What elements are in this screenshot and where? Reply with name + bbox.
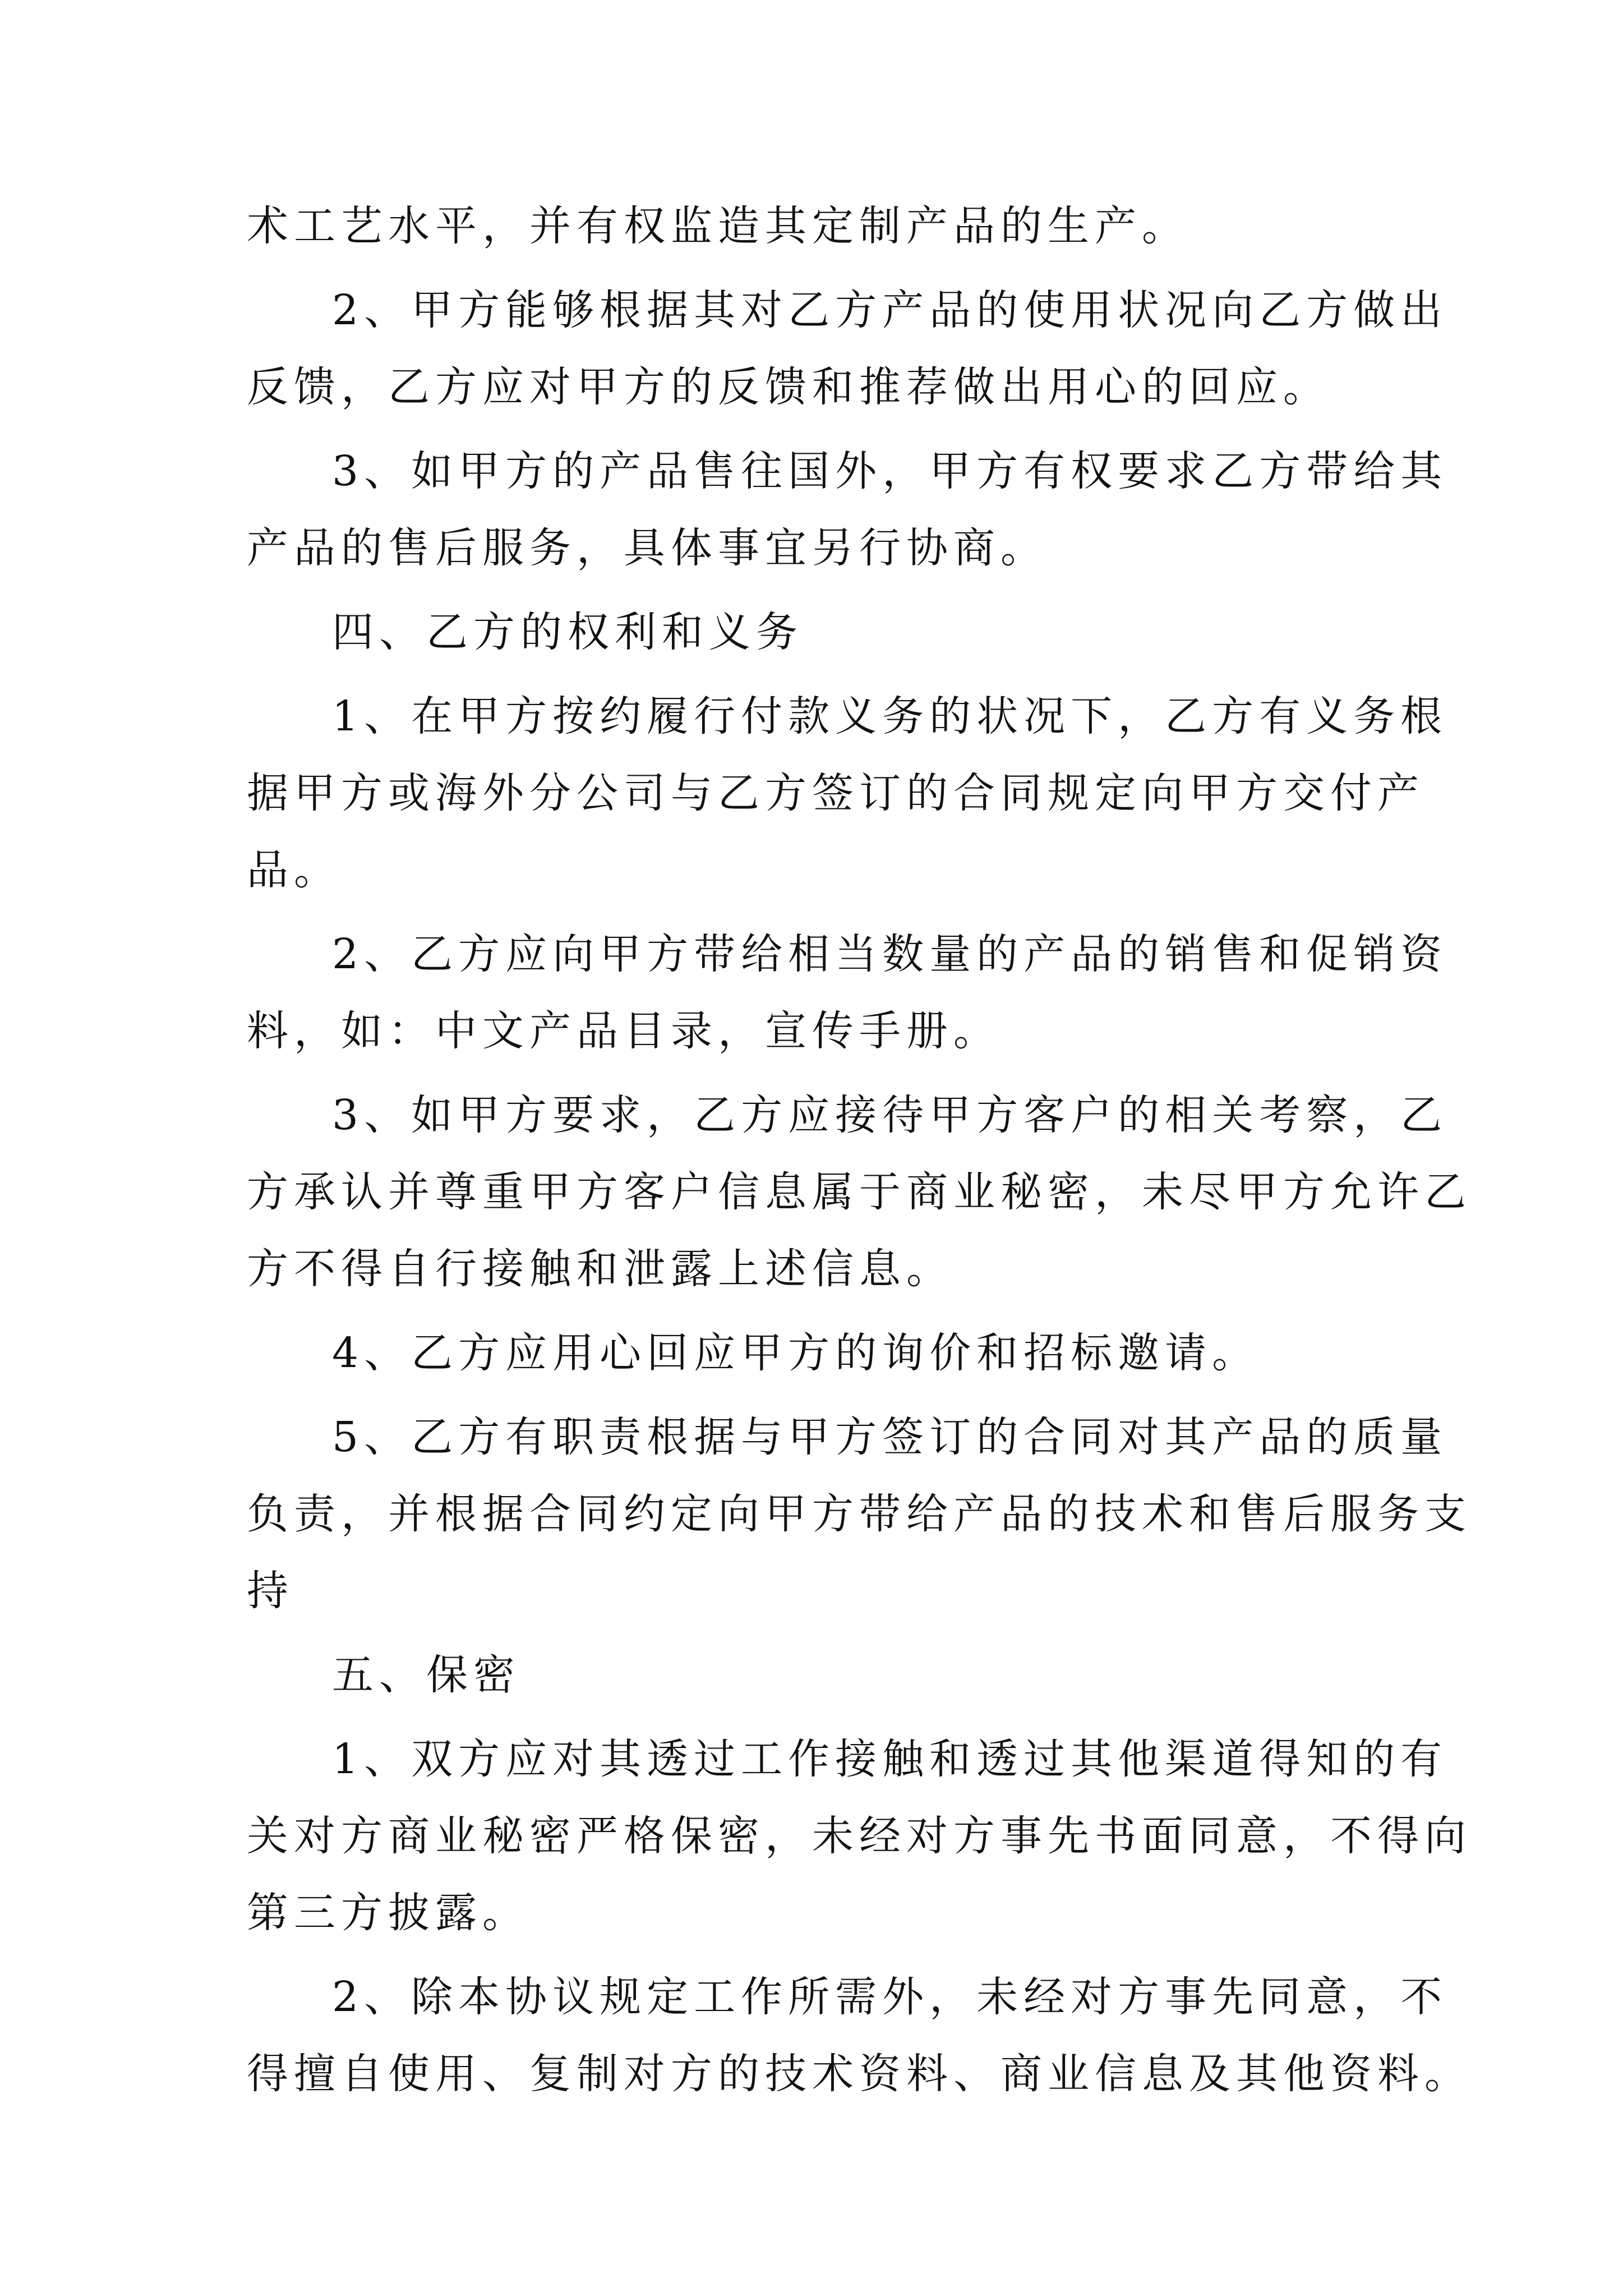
text-line: 持 [247,1567,294,1615]
text-line: 5、乙方有职责根据与甲方签订的合同对其产品的质量 [332,1413,1448,1461]
text-line: 品。 [247,846,341,894]
section-heading: 五、保密 [332,1651,520,1699]
text-line: 3、如甲方要求，乙方应接待甲方客户的相关考察，乙 [332,1091,1448,1139]
text-line: 方不得自行接触和泄露上述信息。 [247,1245,953,1293]
text-line: 1、在甲方按约履行付款义务的状况下，乙方有义务根 [332,692,1448,740]
text-line: 关对方商业秘密严格保密，未经对方事先书面同意，不得向 [247,1812,1472,1860]
document-body [247,188,1472,2113]
text-line: 负责，并根据合同约定向甲方带给产品的技术和售后服务支 [247,1490,1472,1538]
text-line: 4、乙方应用心回应甲方的询价和招标邀请。 [332,1329,1260,1377]
text-line: 2、乙方应向甲方带给相当数量的产品的销售和促销资 [332,930,1448,978]
text-line: 产品的售后服务，具体事宜另行协商。 [247,524,1048,572]
text-line: 据甲方或海外分公司与乙方签订的合同规定向甲方交付产 [247,769,1424,817]
text-line: 2、除本协议规定工作所需外，未经对方事先同意，不 [332,1973,1448,2021]
text-line: 得擅自使用、复制对方的技术资料、商业信息及其他资料。 [247,2050,1472,2098]
text-line: 方承认并尊重甲方客户信息属于商业秘密，未尽甲方允许乙 [247,1168,1472,1216]
text-line: 1、双方应对其透过工作接触和透过其他渠道得知的有 [332,1735,1448,1783]
text-line: 2、甲方能够根据其对乙方产品的使用状况向乙方做出 [332,286,1448,334]
text-line: 第三方披露。 [247,1889,529,1937]
text-line: 反馈，乙方应对甲方的反馈和推荐做出用心的回应。 [247,363,1330,411]
text-line: 3、如甲方的产品售往国外，甲方有权要求乙方带给其 [332,447,1448,495]
text-line: 术工艺水平，并有权监造其定制产品的生产。 [247,202,1189,250]
text-line: 料，如：中文产品目录，宣传手册。 [247,1007,1000,1055]
section-heading: 四、乙方的权利和义务 [332,608,803,656]
